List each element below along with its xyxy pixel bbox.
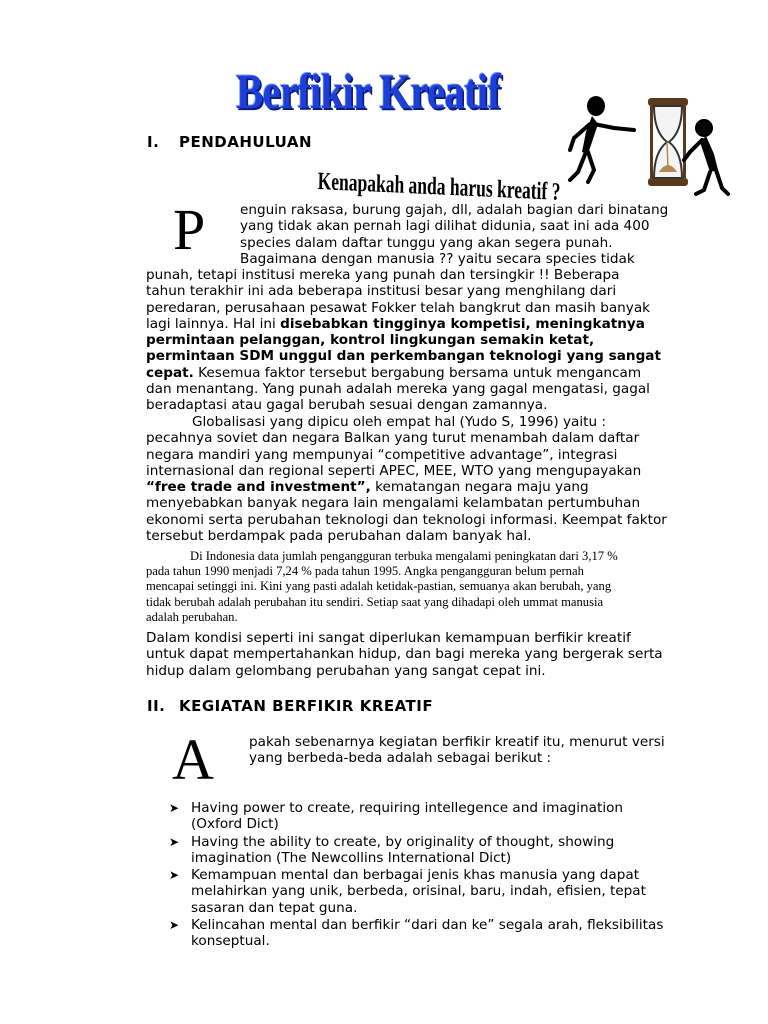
text-line: sasaran dan tepat guna. [191,899,358,916]
text-line: menyebabkan banyak negara lain mengalami kelambatan pertumbuhan [146,495,641,512]
bold-text: disebabkan tingginya kompetisi, meningkatnya [280,315,645,332]
subtitle: Kenapakah anda harus kreatif ? [317,168,561,206]
text-line: Bagaimana dengan manusia ?? yaitu secara species tidak [240,250,635,267]
text-span: lagi lainnya. Hal ini [146,315,281,332]
page-title: Berfikir Kreatif [236,63,501,119]
text-line: Having power to create, requiring intellegence and imagination [191,800,624,816]
section-number: I. [147,133,160,151]
text-line: (Oxford Dict) [191,816,279,833]
text-line: Having the ability to create, by originality of thought, showing [191,833,615,850]
text-line [146,365,661,381]
text-line: negara mandiri yang mempunyai “competitive advantage”, integrasi [146,446,618,463]
text-line: tersebut berdampak pada perubahan dalam banyak hal. [146,528,532,545]
section-number: II. [147,697,166,715]
text-line: Di Indonesia data jumlah pengangguran terbuka mengalami peningkatan dari 3,17 % [190,549,618,563]
text-span: kematangan negara maju yang [370,479,589,496]
arrow-bullet-icon: ➤ [169,801,180,815]
text-line: imagination (The Newcollins International Dict) [191,849,512,866]
text-line: pecahnya soviet dan negara Balkan yang turut menambah dalam daftar [146,430,640,447]
text-line: Dalam kondisi seperti ini sangat diperlukan kemampuan berfikir kreatif [146,630,631,646]
paragraph-kondisi [146,630,663,679]
paragraph-body [146,267,661,414]
drop-cap: A [172,727,214,792]
bold-text: permintaan pelanggan, kontrol lingkungan semakin ketat, [146,332,595,349]
list-item [169,867,663,916]
list-item [169,834,663,867]
drop-cap: P [173,197,206,262]
text-line [146,348,661,364]
text-line: yang tidak akan pernah lagi dilihat didunia, saat ini ada 400 [240,218,650,235]
text-line: mencapai setinggi ini. Kini yang pasti adalah ketidak-pastian, semuanya akan berubah, yang [146,579,612,594]
text-line: internasional dan regional seperti APEC, MEE, WTO yang mengupayakan [146,462,642,479]
list-item [169,917,663,950]
text-line: dan menantang. Yang punah adalah mereka yang gagal mengatasi, gagal [146,381,650,398]
section-title: KEGIATAN BERFIKIR KREATIF [179,697,434,715]
text-line [146,316,661,332]
section-heading-pendahuluan [147,133,312,151]
definition-list [169,800,663,951]
text-line: tahun terakhir ini ada beberapa institusi besar yang menghilang dari [146,283,617,300]
text-line [146,479,667,495]
arrow-bullet-icon: ➤ [169,918,180,933]
bold-text: “free trade and investment”, [146,479,371,496]
text-line: Kemampuan mental dan berbagai jenis khas manusia yang dapat [191,867,640,884]
text-line: Kelincahan mental dan berfikir “dari dan ke” segala arah, fleksibilitas [191,917,664,934]
text-line: pakah sebenarnya kegiatan berfikir kreatif itu, menurut versi [249,734,665,750]
text-line: konseptual. [191,933,270,950]
stick-figures-hourglass-icon [564,94,734,198]
section-title: PENDAHULUAN [179,133,312,151]
text-line: yang berbeda-beda adalah sebagai berikut : [249,750,552,767]
bold-text: cepat. [146,364,194,381]
text-line: Globalisasi yang dipicu oleh empat hal (Yudo S, 1996) yaitu : [192,414,606,430]
text-line: peredaran, perusahaan pesawat Fokker telah bangkrut dan masih banyak [146,299,651,316]
paragraph-intro [240,202,668,267]
text-line: beradaptasi atau gagal berubah sesuai dengan zamannya. [146,397,548,414]
text-line: melahirkan yang unik, berbeda, orisinal, baru, indah, efisien, tepat [191,883,646,900]
text-line: untuk dapat mempertahankan hidup, dan bagi mereka yang bergerak serta [146,646,663,663]
bold-text: permintaan SDM unggul dan perkembangan teknologi yang sangat [146,348,661,365]
list-item [169,800,663,833]
text-line: punah, tetapi institusi mereka yang punah dan tersingkir !! Beberapa [146,267,620,283]
text-line: ekonomi serta perubahan teknologi dan teknologi informasi. Keempat faktor [146,511,667,528]
text-line: tidak berubah adalah perubahan itu sendiri. Setiap saat yang dihadapi oleh ummat manusia [146,594,604,609]
text-line [146,332,661,348]
text-span: Kesemua faktor tersebut bergabung bersama untuk mengancam [193,364,642,381]
text-line: adalah perubahan. [146,609,238,624]
arrow-bullet-icon: ➤ [169,868,180,883]
text-line: hidup dalam gelombang perubahan yang sangat cepat ini. [146,662,546,679]
arrow-bullet-icon: ➤ [169,834,180,849]
text-line: pada tahun 1990 menjadi 7,24 % pada tahun 1995. Angka pengangguran belum pernah [146,564,584,579]
text-line: species dalam daftar tunggu yang akan segera punah. [240,234,613,251]
paragraph-kegiatan-intro [249,734,665,767]
section-heading-kegiatan [147,697,433,715]
paragraph-globalisasi [146,414,667,544]
text-line: enguin raksasa, burung gajah, dll, adalah bagian dari binatang [240,202,669,218]
paragraph-indonesia-data [146,549,618,625]
